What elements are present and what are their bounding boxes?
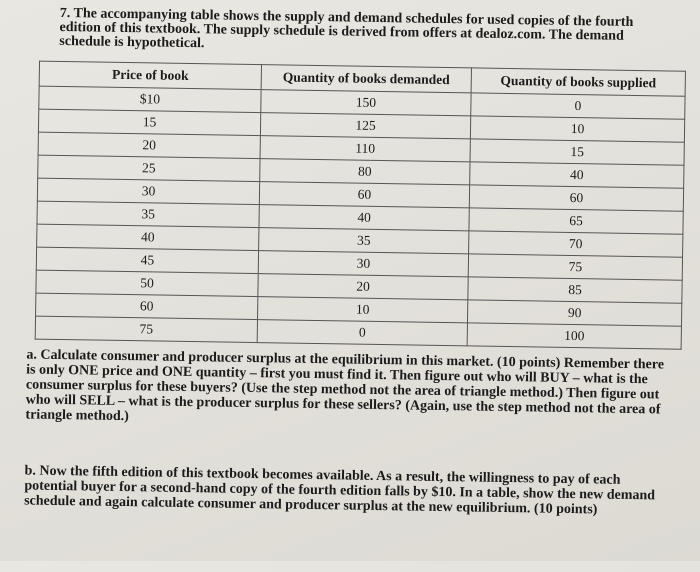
demanded-cell: 30	[258, 251, 468, 277]
supplied-cell: 40	[470, 162, 684, 188]
price-cell: 50	[36, 270, 258, 296]
demanded-cell: 125	[260, 113, 470, 139]
supplied-cell: 65	[469, 208, 683, 234]
demanded-cell: 35	[259, 228, 469, 254]
price-cell: 30	[37, 178, 259, 204]
supplied-cell: 60	[469, 185, 683, 211]
demanded-cell: 60	[259, 182, 469, 208]
supplied-cell: 10	[470, 116, 684, 142]
price-cell: 25	[38, 155, 260, 181]
header-quantity-demanded: Quantity of books demanded	[261, 65, 471, 93]
demanded-cell: 10	[258, 297, 468, 323]
part-a-question: a. Calculate consumer and producer surplus at the equilibrium in this market. (10 points) Remember there is only ONE price and ONE quantity – first you must find it. Then figure out who will BUY – what is the consumer surplus for these buyers? (Use the step method not the area of triangle method.) Then figure out who will SELL – what is the producer surplus for these sellers? (Again, use the step method not the area of triangle method.)	[25, 347, 665, 425]
demanded-cell: 40	[259, 205, 469, 231]
price-cell: 40	[37, 224, 259, 250]
demanded-cell: 0	[257, 320, 467, 346]
supply-demand-table	[35, 61, 686, 350]
price-cell: 45	[36, 247, 258, 273]
table-body	[35, 86, 685, 349]
demanded-cell: 110	[260, 136, 470, 162]
part-b-question: b. Now the fifth edition of this textbook becomes available. As a result, the willingness to pay of each potential buyer for a second-hand copy of the fourth edition falls by $10. In a table, show the new demand schedule and again calculate consumer and producer surplus at the new equilibrium. (10 points)	[24, 463, 656, 518]
demanded-cell: 150	[261, 90, 471, 116]
demanded-cell: 20	[258, 274, 468, 300]
supplied-cell: 85	[468, 277, 682, 303]
supplied-cell: 15	[470, 139, 684, 165]
price-cell: 35	[37, 201, 259, 227]
question-number: 7.	[59, 5, 71, 22]
supplied-cell: 0	[471, 93, 685, 119]
question-intro	[59, 7, 660, 58]
header-quantity-supplied: Quantity of books supplied	[471, 68, 685, 96]
question-intro-text: The accompanying table shows the supply and demand schedules for used copies of the fourth edition of this textbook. The supply schedule is derived from offers at dealoz.com. The demand schedule is hypothetical.	[59, 6, 634, 52]
price-cell: 20	[38, 132, 260, 158]
supplied-cell: 70	[469, 231, 683, 257]
supplied-cell: 100	[467, 323, 681, 349]
supplied-cell: 75	[468, 254, 682, 280]
price-cell: 60	[36, 293, 258, 319]
demanded-cell: 80	[260, 159, 470, 185]
price-cell: 15	[38, 109, 260, 135]
header-price: Price of book	[39, 61, 261, 89]
price-cell: $10	[39, 86, 261, 112]
supplied-cell: 90	[467, 300, 681, 326]
price-cell: 75	[35, 316, 257, 342]
